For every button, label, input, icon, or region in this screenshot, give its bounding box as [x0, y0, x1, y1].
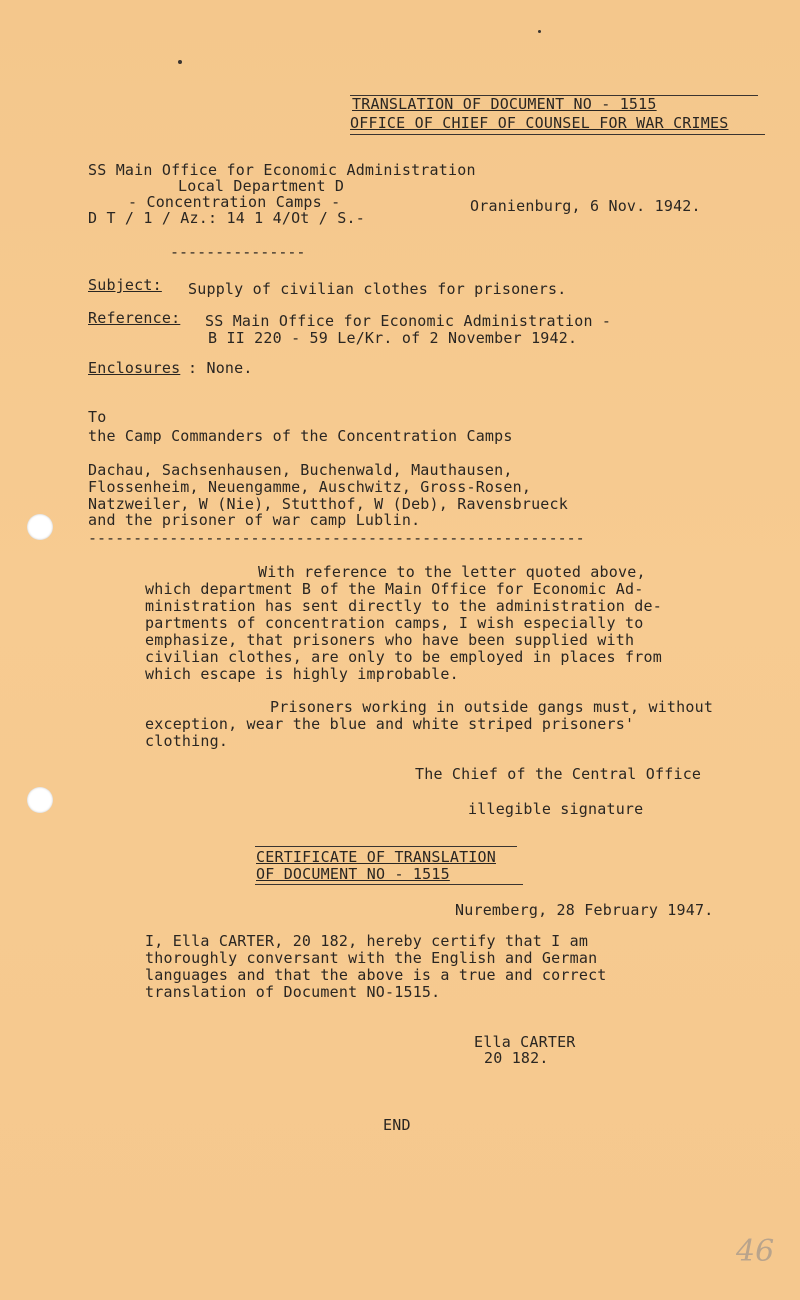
reference-line-2: B II 220 - 59 Le/Kr. of 2 November 1942. [208, 329, 578, 347]
certificate-bottom-rule [255, 884, 523, 885]
enclosures-label: Enclosures [88, 359, 181, 377]
body-p1-line-5: emphasize, that prisoners who have been supplied with [145, 631, 635, 649]
subject-text: Supply of civilian clothes for prisoners. [188, 280, 567, 298]
sender-line-1: SS Main Office for Economic Administration [88, 161, 476, 179]
body-p2-line-3: clothing. [145, 732, 229, 750]
sender-line-2: Local Department D [178, 177, 345, 195]
addressee-to: To [88, 408, 107, 426]
translator-number: 20 182. [484, 1049, 549, 1067]
body-p1-line-2: which department B of the Main Office for Economic Ad- [145, 580, 644, 598]
addressee-line-4: Natzweiler, W (Nie), Stutthof, W (Deb), Ravensbrueck [88, 495, 568, 513]
signature-note: illegible signature [468, 800, 644, 818]
sender-line-3: - Concentration Camps - [128, 193, 341, 211]
page-number: 46 [736, 1234, 775, 1269]
header-translation-title: TRANSLATION OF DOCUMENT NO - 1515 [352, 95, 657, 113]
body-p2-line-1: Prisoners working in outside gangs must, without [270, 698, 714, 716]
certificate-doc: OF DOCUMENT NO - 1515 [256, 865, 450, 883]
certificate-top-rule [255, 846, 517, 847]
certificate-text-line-1: I, Ella CARTER, 20 182, hereby certify that I am [145, 932, 589, 950]
end-mark: END [383, 1116, 411, 1134]
ink-speck [538, 30, 541, 33]
body-p1-line-7: which escape is highly improbable. [145, 665, 459, 683]
header-office-title: OFFICE OF CHIEF OF COUNSEL FOR WAR CRIMES [350, 114, 729, 132]
body-p1-line-3: ministration has sent directly to the administration de- [145, 597, 662, 615]
sender-line-4: D T / 1 / Az.: 14 1 4/Ot / S.- [88, 209, 365, 227]
punch-hole-lower [27, 787, 53, 813]
body-p2-line-2: exception, wear the blue and white striped prisoners' [145, 715, 635, 733]
place-date: Oranienburg, 6 Nov. 1942. [470, 197, 701, 215]
reference-label: Reference: [88, 309, 181, 327]
reference-line-1: SS Main Office for Economic Administration - [205, 312, 612, 330]
certificate-text-line-3: languages and that the above is a true and correct [145, 966, 607, 984]
body-p1-line-6: civilian clothes, are only to be employed in places from [145, 648, 662, 666]
certificate-text-line-2: thoroughly conversant with the English and German [145, 949, 598, 967]
enclosures-text: : None. [188, 359, 253, 377]
certificate-date: Nuremberg, 28 February 1947. [455, 901, 714, 919]
certificate-title: CERTIFICATE OF TRANSLATION [256, 848, 496, 866]
long-dashed-rule: ------------------------------------------------------- [88, 530, 585, 547]
punch-hole-upper [27, 514, 53, 540]
subject-label: Subject: [88, 276, 162, 294]
addressee-line-2: Dachau, Sachsenhausen, Buchenwald, Mauthausen, [88, 461, 513, 479]
ink-speck [178, 60, 182, 64]
body-p1-line-4: partments of concentration camps, I wish especially to [145, 614, 644, 632]
header-bottom-rule [350, 134, 765, 135]
addressee-line-3: Flossenheim, Neuengamme, Auschwitz, Gross-Rosen, [88, 478, 532, 496]
body-p1-line-1: With reference to the letter quoted above, [258, 563, 646, 581]
certificate-text-line-4: translation of Document NO-1515. [145, 983, 441, 1001]
signature-title: The Chief of the Central Office [415, 765, 702, 783]
translator-name: Ella CARTER [474, 1033, 576, 1051]
addressee-line-1: the Camp Commanders of the Concentration Camps [88, 427, 513, 445]
addressee-line-5: and the prisoner of war camp Lublin. [88, 511, 421, 529]
short-dashed-rule: --------------- [170, 244, 306, 261]
